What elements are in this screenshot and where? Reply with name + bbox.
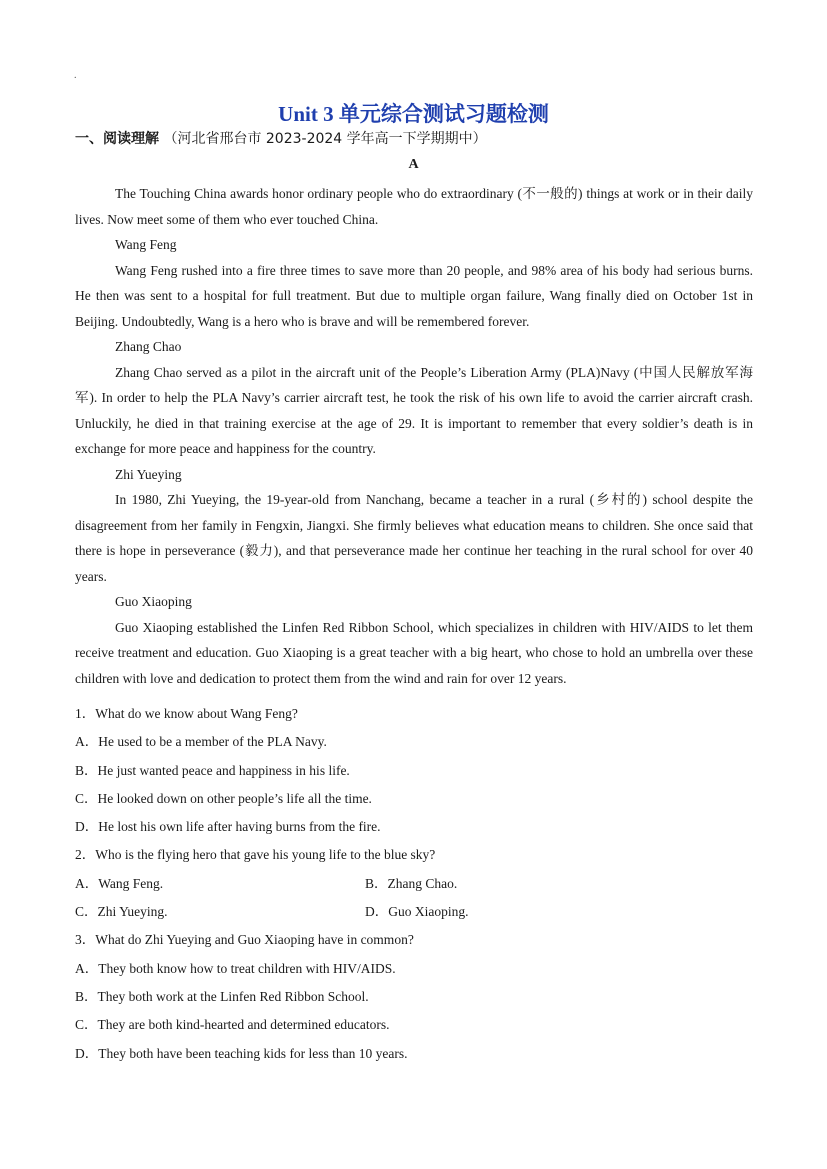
person-text-zhang-chao: Zhang Chao served as a pilot in the aircraft unit of the People’s Liberation Army (PLA)Navy (中国人民解放军海军). In order to help the PLA Navy’s carrier aircraft test, he took the risk of his own life to avoid the carrier aircraft crash. Unluckily, he died in that training exercise at the age of 29. It is important to remember that every soldier’s death is in exchange for more peace and happiness for the country. <box>75 364 753 456</box>
question-1-stem: 1．What do we know about Wang Feng? <box>75 706 298 721</box>
questions <box>75 700 753 1068</box>
person-name-zhang-chao: Zhang Chao <box>115 339 182 354</box>
question-2-options-row-1 <box>75 870 753 898</box>
reading-passage <box>75 181 753 691</box>
question-1-option-b: B．He just wanted peace and happiness in his life. <box>75 762 350 778</box>
person-name-guo-xiaoping: Guo Xiaoping <box>115 594 192 609</box>
question-3-option-c: C．They are both kind-hearted and determined educators. <box>75 1017 390 1033</box>
question-2-option-a: A．Wang Feng. <box>75 875 164 891</box>
section-heading <box>75 128 487 148</box>
page-title: Unit 3 单元综合测试习题检测 <box>278 102 549 126</box>
person-text-guo-xiaoping: Guo Xiaoping established the Linfen Red Ribbon School, which specializes in children with HIV/AIDS to let them receive treatment and education. Guo Xiaoping is a great teacher with a big heart, who chose to hold an umbrella over these children with love and dedication to protect them from the wind and rain for over 12 years. <box>75 619 753 686</box>
question-1-option-d: D．He lost his own life after having burns from the fire. <box>75 819 381 835</box>
question-2-stem: 2．Who is the flying hero that gave his young life to the blue sky? <box>75 847 436 863</box>
question-3-stem: 3．What do Zhi Yueying and Guo Xiaoping have in common? <box>75 932 414 948</box>
question-3-option-a: A．They both know how to treat children with HIV/AIDS. <box>75 960 396 976</box>
section-label: 一、阅读理解 <box>75 131 159 147</box>
corner-mark: . <box>74 70 77 81</box>
question-1-option-a: A．He used to be a member of the PLA Navy. <box>75 734 327 750</box>
person-name-wang-feng: Wang Feng <box>115 237 177 252</box>
person-name-zhi-yueying: Zhi Yueying <box>115 466 182 482</box>
section-source: （河北省邢台市 2023-2024 学年高一下学期期中） <box>163 131 487 147</box>
person-text-zhi-yueying: In 1980, Zhi Yueying, the 19-year-old from Nanchang, became a teacher in a rural (乡村的) school despite the disagreement from her family in Fengxin, Jiangxi. She firmly believes what education means to children. She once said that there is hope in perseverance (毅力), and that perseverance made her continue her teaching in the rural school for over 40 years. <box>75 492 753 584</box>
question-2-option-b: B．Zhang Chao. <box>365 875 458 891</box>
question-2-option-c: C．Zhi Yueying. <box>75 904 168 920</box>
passage-letter: A <box>408 157 419 172</box>
question-3-option-b: B．They both work at the Linfen Red Ribbon School. <box>75 988 369 1004</box>
question-3-option-d: D．They both have been teaching kids for less than 10 years. <box>75 1045 408 1061</box>
question-1-option-c: C．He looked down on other people’s life all the time. <box>75 790 372 806</box>
question-2-option-d: D．Guo Xiaoping. <box>365 904 469 920</box>
question-2-options-row-2 <box>75 898 753 926</box>
person-text-wang-feng: Wang Feng rushed into a fire three times to save more than 20 people, and 98% area of his body had serious burns. He then was sent to a hospital for full treatment. But due to multiple organ failure, Wang finally died on October 1st in Beijing. Undoubtedly, Wang is a hero who is brave and will be remembered forever. <box>75 262 753 329</box>
passage-intro: The Touching China awards honor ordinary people who do extraordinary (不一般的) things at work or in their daily lives. Now meet some of them who ever touched China. <box>75 186 753 227</box>
